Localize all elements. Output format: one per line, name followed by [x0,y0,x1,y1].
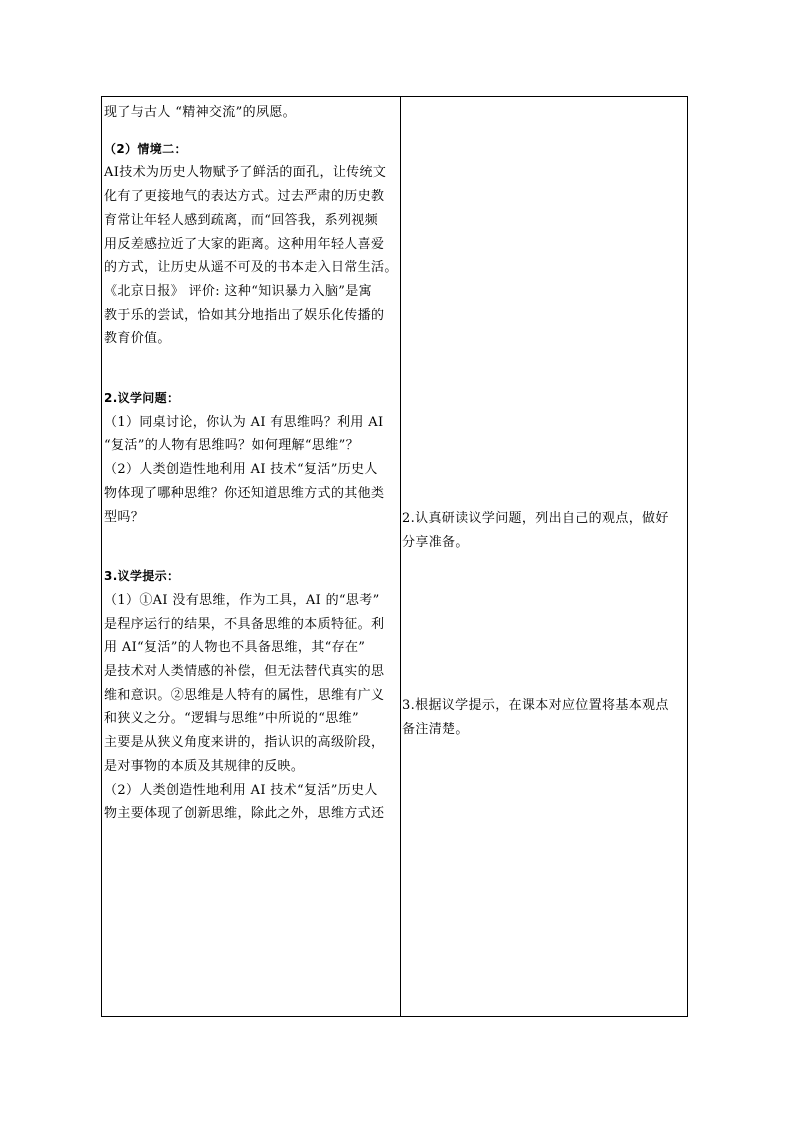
hint-line: 是技术对人类情感的补偿，但无法替代真实的思 [104,664,385,680]
scene2-line: 用反差感拉近了大家的距离。这种用年轻人喜爱 [104,236,385,252]
scene2-line: 化有了更接地气的表达方式。过去严肃的历史教 [104,189,385,205]
hint-line: 物主要体现了创新思维，除此之外，思维方式还 [104,806,385,822]
activity-2-line: 2.认真研读议学问题，列出自己的观点，做好 [402,511,669,526]
hint-line: （1）①AI 没有思维，作为工具，AI 的“思考” [104,592,380,608]
activity-3-line: 3.根据议学提示，在课本对应位置将基本观点 [402,698,669,713]
question-line: 型吗？ [104,509,145,525]
hint-line: （2）人类创造性地利用 AI 技术“复活”历史人 [104,782,378,798]
hint-line: 和狭义之分。“逻辑与思维”中所说的“思维” [104,711,359,727]
question-line: （2）人类创造性地利用 AI 技术“复活”历史人 [104,462,378,478]
activity-2-line: 分享准备。 [402,535,469,550]
activity-3 [401,694,689,742]
scene2-line: 的方式，让历史从遥不可及的书本走入日常生活。 [104,260,398,276]
scene2-line: 教育价值。 [104,331,171,347]
hint-line: 主要是从狭义角度来讲的，指认识的高级阶段， [104,735,385,751]
activity-2 [401,507,689,555]
activity-3-line: 备注清楚。 [402,722,469,737]
content-column [102,97,401,1016]
hint-line: 维和意识。②思维是人特有的属性，思维有广义 [104,687,385,703]
activity-column [401,97,687,1016]
hint-line: 是对事物的本质及其规律的反映。 [104,758,305,774]
question-line: “复活”的人物有思维吗？如何理解“思维”？ [104,438,359,454]
scene2-line: AI技术为历史人物赋予了鲜活的面孔，让传统文 [104,165,387,181]
hint-heading: 3.议学提示： [104,569,180,584]
scene2-line: 《北京日报》 评价: 这种“知识暴力入脑”是寓 [104,283,372,299]
hint-line: 是程序运行的结果，不具备思维的本质特征。利 [104,616,385,632]
intro-line: 现了与古人 “精神交流”的夙愿。 [104,105,297,120]
scene2-line: 教于乐的尝试，恰如其分地指出了娱乐化传播的 [104,307,385,323]
hint-line: 用 AI“复活”的人物也不具备思维，其“存在” [104,640,366,656]
scene2-heading: （2）情境二： [104,141,187,156]
question-line: 物体现了哪种思维？你还知道思维方式的其他类 [104,485,385,501]
question-line: （1）同桌讨论，你认为 AI 有思维吗？利用 AI [104,414,384,430]
question-heading: 2.议学问题： [104,391,180,406]
lesson-table [101,96,688,1017]
scene2-line: 育常让年轻人感到疏离，而“回答我，系列视频 [104,212,378,228]
